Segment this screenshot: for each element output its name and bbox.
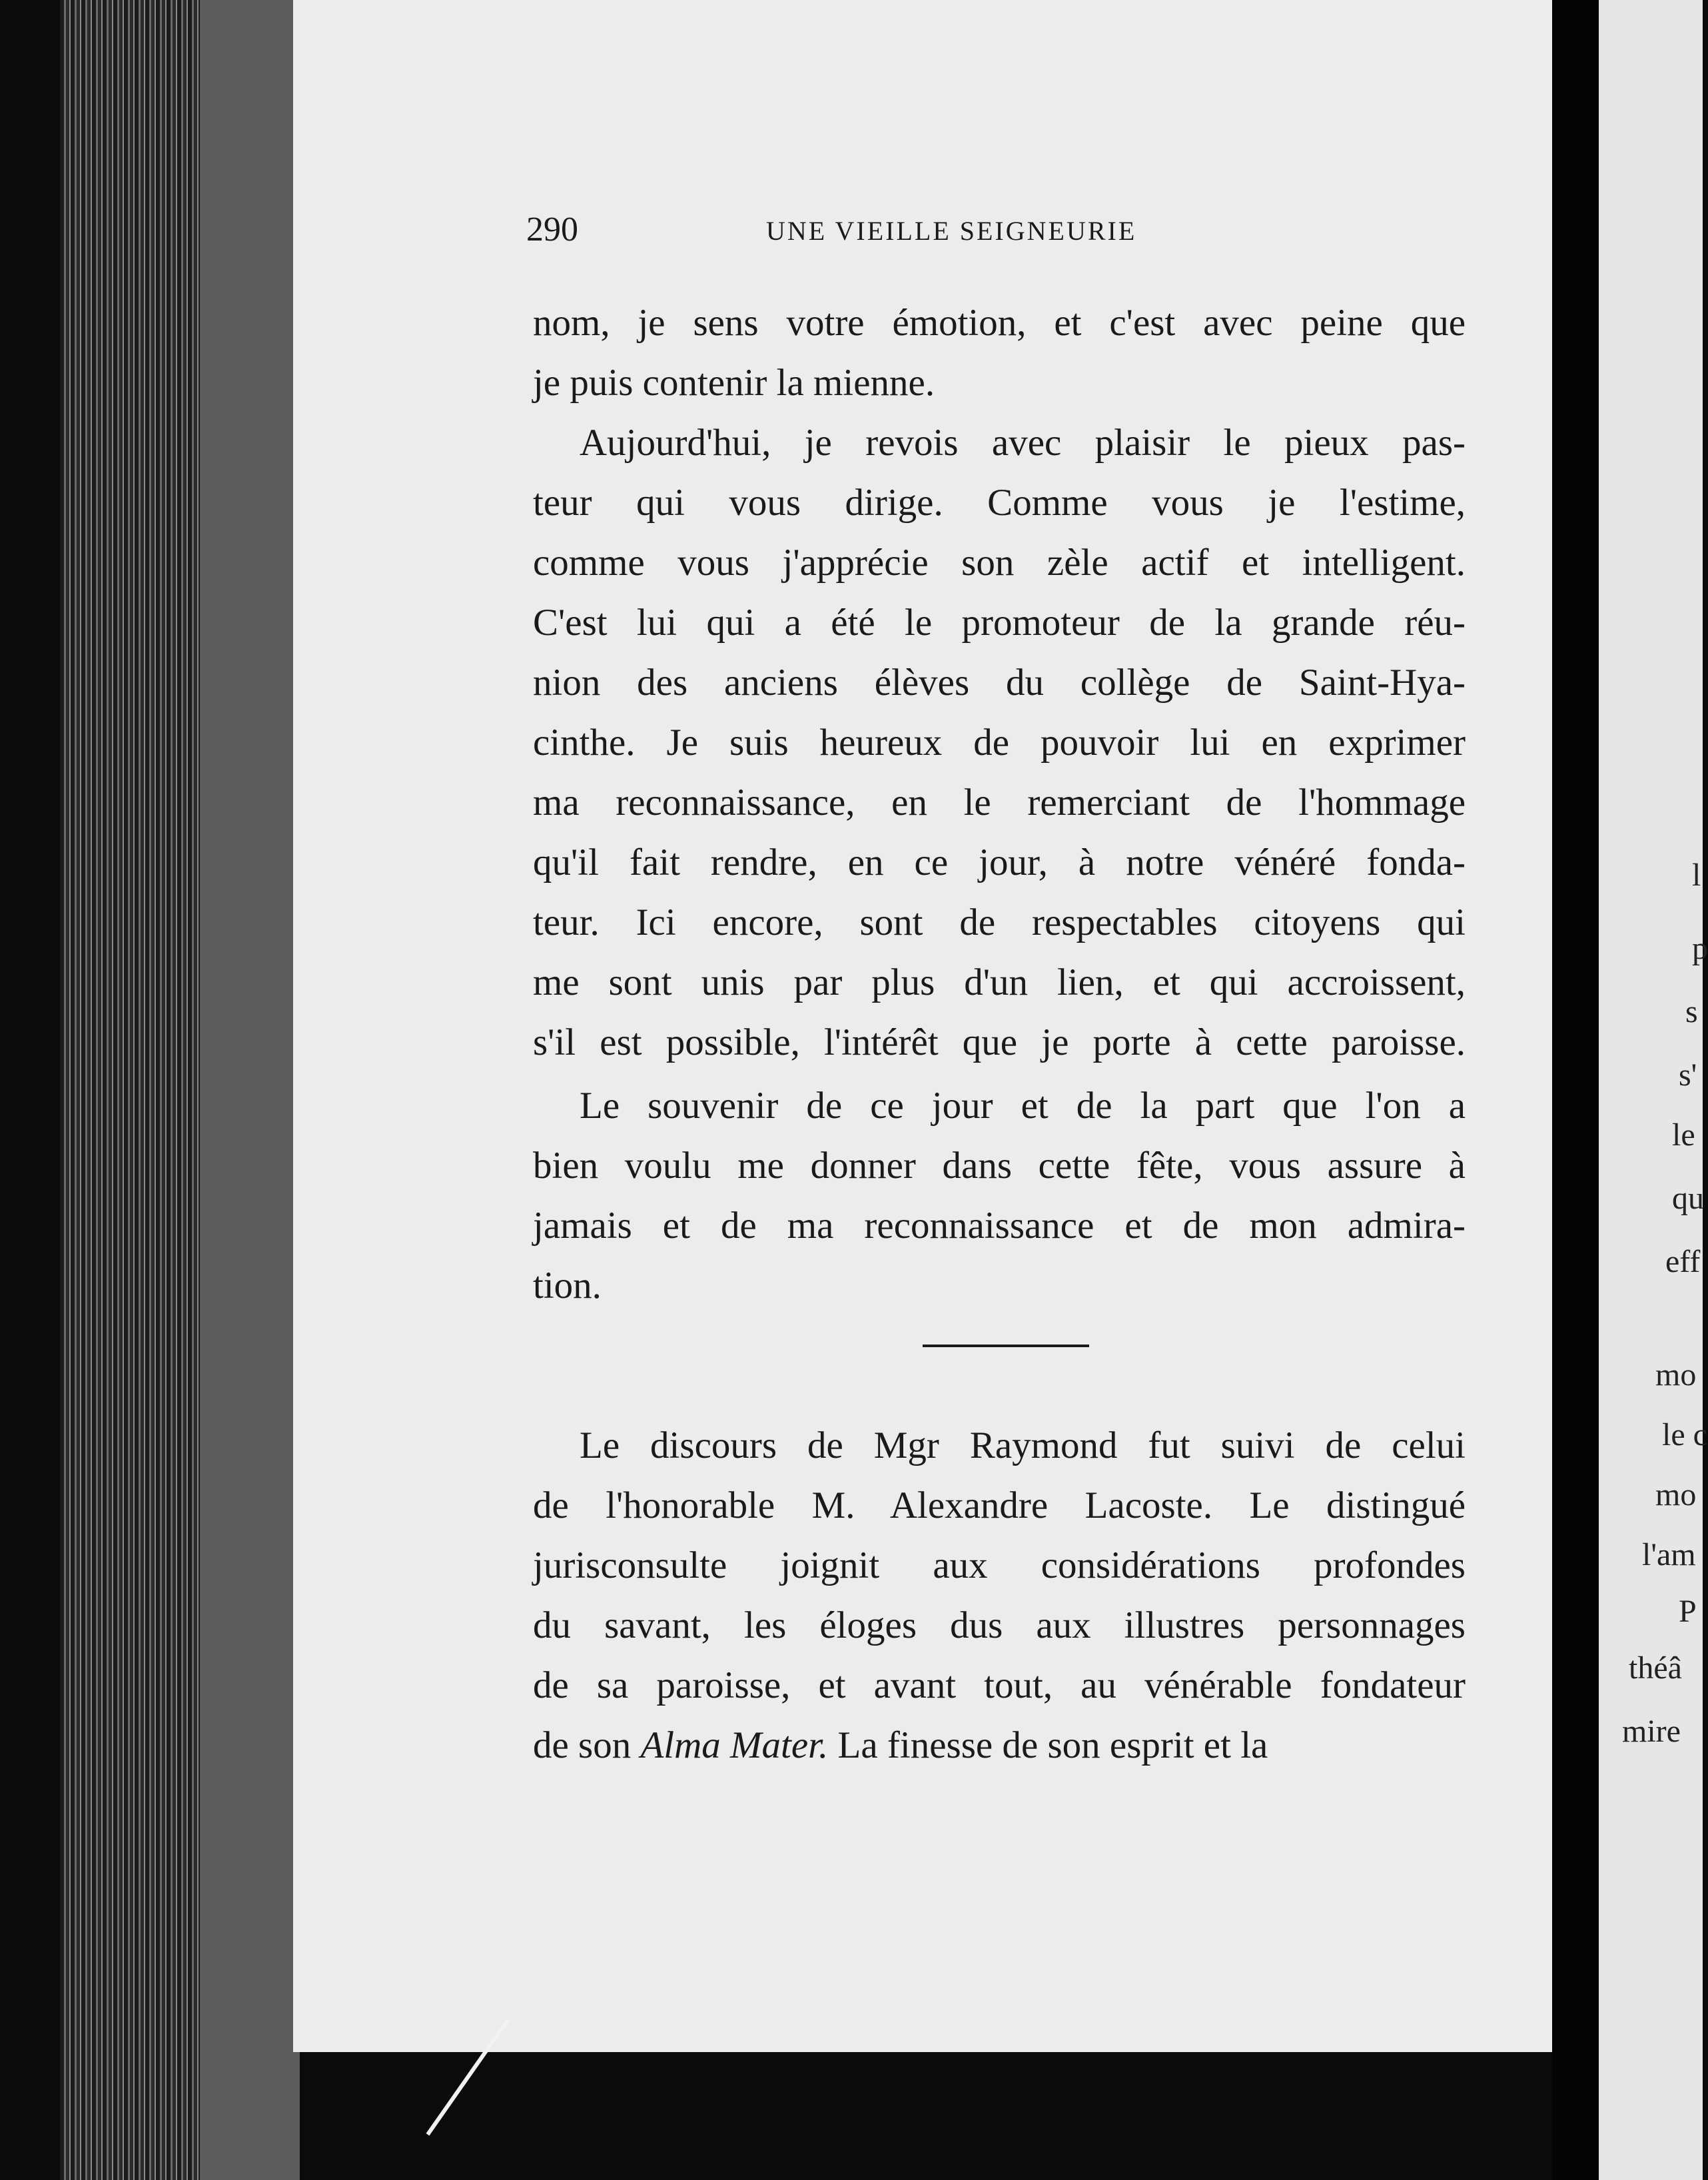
facing-fragment: le c [1662, 1417, 1707, 1452]
body-line: nion des anciens élèves du collège de Saint-Hya- [533, 662, 1466, 704]
body-line: cinthe. Je suis heureux de pouvoir lui en exprimer [533, 722, 1466, 764]
body-line: s'il est possible, l'intérêt que je porte à cette paroisse. [533, 1021, 1466, 1063]
body-line: comme vous j'apprécie son zèle actif et intelligent. [533, 542, 1466, 584]
body-line: de l'honorable M. Alexandre Lacoste. Le distingué [533, 1484, 1466, 1526]
body-line-start: de son [533, 1724, 632, 1766]
page-header [526, 210, 1459, 250]
page-edge-shadow [200, 0, 300, 2180]
body-line: Aujourd'hui, je revois avec plaisir le pieux pas- [580, 422, 1466, 464]
facing-fragment: mo [1655, 1357, 1697, 1392]
body-line: C'est lui qui a été le promoteur de la grande réu- [533, 602, 1466, 644]
body-line: jurisconsulte joignit aux considérations profondes [533, 1544, 1466, 1586]
facing-fragment: mo [1655, 1477, 1697, 1512]
body-line: de sa paroisse, et avant tout, au vénérable fondateur [533, 1664, 1466, 1706]
body-line: du savant, les éloges dus aux illustres personnages [533, 1604, 1466, 1646]
body-line: qu'il fait rendre, en ce jour, à notre vénéré fonda- [533, 841, 1466, 883]
facing-fragment: p [1692, 931, 1708, 966]
italic-title: Alma Mater. [640, 1724, 829, 1766]
facing-fragment: P [1679, 1594, 1697, 1629]
facing-fragment: s' [1679, 1057, 1697, 1093]
body-line: je puis contenir la mienne. [533, 362, 935, 404]
body-line: Le souvenir de ce jour et de la part que l'on a [580, 1085, 1466, 1127]
body-line: me sont unis par plus d'un lien, et qui accroissent, [533, 961, 1466, 1003]
body-line: jamais et de ma reconnaissance et de mon admira- [533, 1205, 1466, 1247]
body-line: nom, je sens votre émotion, et c'est avec peine que [533, 302, 1466, 344]
body-line: bien voulu me donner dans cette fête, vous assure à [533, 1145, 1466, 1187]
facing-page [1599, 0, 1708, 2180]
book-gutter [1552, 0, 1599, 2180]
facing-fragment: mire [1622, 1714, 1681, 1749]
body-line-final [533, 1722, 1466, 1769]
facing-fragment: le [1672, 1117, 1695, 1153]
facing-fragment: eff [1665, 1244, 1701, 1279]
section-rule [923, 1345, 1089, 1347]
body-line-end: La finesse de son esprit et la [837, 1724, 1268, 1766]
facing-fragment: théâ [1629, 1650, 1682, 1686]
body-line: tion. [533, 1265, 602, 1307]
facing-fragment: l [1692, 857, 1701, 893]
body-line: ma reconnaissance, en le remerciant de l'hommage [533, 782, 1466, 823]
facing-fragment: l'am [1642, 1537, 1696, 1572]
body-line: teur qui vous dirige. Comme vous je l'estime, [533, 482, 1466, 524]
body-line: Le discours de Mgr Raymond fut suivi de celui [580, 1424, 1466, 1466]
page-number: 290 [526, 211, 578, 249]
facing-fragment: s [1685, 994, 1698, 1029]
running-head: UNE VIEILLE SEIGNEURIE [766, 216, 1137, 246]
body-line: teur. Ici encore, sont de respectables citoyens qui [533, 901, 1466, 943]
facing-fragment: qu [1672, 1181, 1704, 1216]
